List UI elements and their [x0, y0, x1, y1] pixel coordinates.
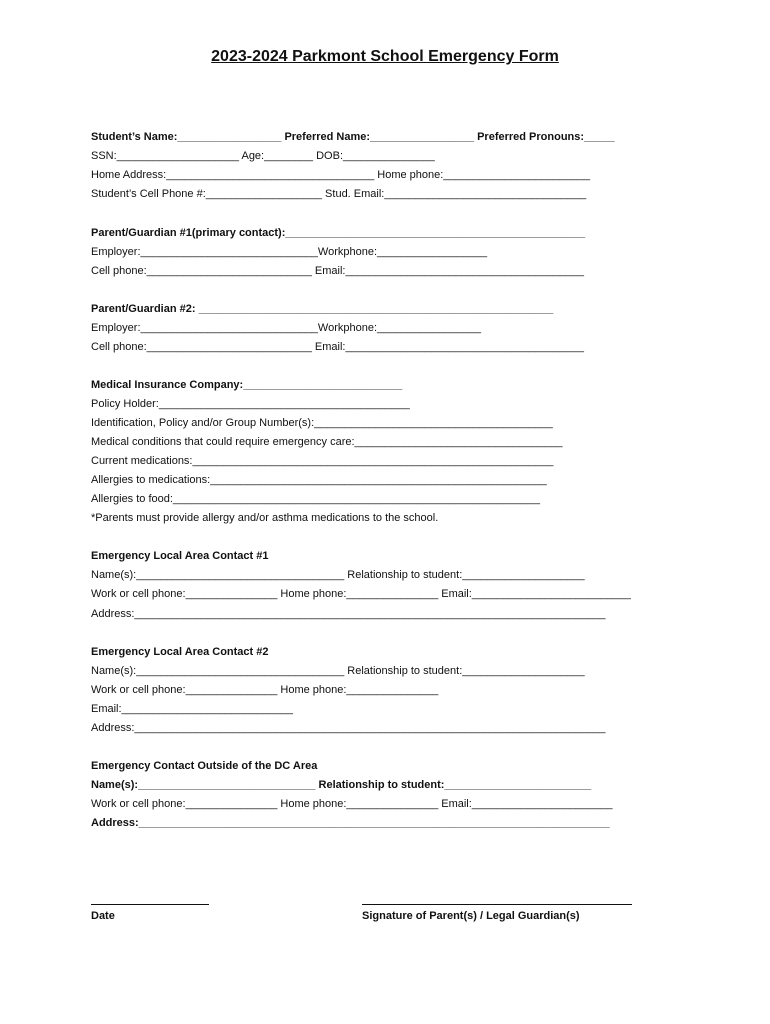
insurance-company-line[interactable]: Medical Insurance Company:__________________________ — [91, 379, 403, 391]
guardian2-cell-line[interactable]: Cell phone:___________________________ Email:_______________________________________ — [91, 341, 585, 353]
policy-holder-line[interactable]: Policy Holder:_________________________________________ — [91, 398, 410, 410]
home-address-line[interactable]: Home Address:__________________________________ Home phone:________________________ — [91, 169, 591, 181]
contact1-phone-line[interactable]: Work or cell phone:_______________ Home phone:_______________ Email:__________________________ — [91, 588, 631, 600]
guardian1-heading-line[interactable]: Parent/Guardian #1(primary contact):_________________________________________________ — [91, 227, 586, 239]
contact2-name-line[interactable]: Name(s):__________________________________ Relationship to student:____________________ — [91, 665, 585, 677]
current-medications-line[interactable]: Current medications:___________________________________________________________ — [91, 455, 554, 467]
student-cell-line[interactable]: Student’s Cell Phone #:___________________ Stud. Email:_________________________________ — [91, 188, 587, 200]
allergies-medications-line[interactable]: Allergies to medications:_______________________________________________________ — [91, 474, 547, 486]
policy-number-line[interactable]: Identification, Policy and/or Group Number(s):_______________________________________ — [91, 417, 553, 429]
contact2-address-line[interactable]: Address:_____________________________________________________________________________ — [91, 722, 606, 734]
guardian1-employer-line[interactable]: Employer:_____________________________Workphone:__________________ — [91, 246, 488, 258]
contact2-phone-line[interactable]: Work or cell phone:_______________ Home phone:_______________ — [91, 684, 439, 696]
outside-contact-address-line[interactable]: Address:_____________________________________________________________________________ — [91, 817, 610, 829]
date-signature-line[interactable] — [91, 904, 209, 905]
outside-contact-heading: Emergency Contact Outside of the DC Area — [91, 760, 318, 772]
outside-contact-phone-line[interactable]: Work or cell phone:_______________ Home phone:_______________ Email:_______________________ — [91, 798, 613, 810]
ssn-line[interactable]: SSN:____________________ Age:________ DOB:_______________ — [91, 150, 435, 162]
contact2-email-line[interactable]: Email:____________________________ — [91, 703, 293, 715]
allergy-note: *Parents must provide allergy and/or asthma medications to the school. — [91, 512, 439, 524]
guardian2-heading-line[interactable]: Parent/Guardian #2: __________________________________________________________ — [91, 303, 554, 315]
guardian1-cell-line[interactable]: Cell phone:___________________________ Email:_______________________________________ — [91, 265, 585, 277]
guardian-signature-label: Signature of Parent(s) / Legal Guardian(s) — [362, 910, 580, 922]
contact1-address-line[interactable]: Address:_____________________________________________________________________________ — [91, 608, 606, 620]
contact1-heading: Emergency Local Area Contact #1 — [91, 550, 269, 562]
outside-contact-name-line[interactable]: Name(s):_____________________________ Relationship to student:________________________ — [91, 779, 592, 791]
guardian2-employer-line[interactable]: Employer:_____________________________Workphone:_________________ — [91, 322, 482, 334]
form-title: 2023-2024 Parkmont School Emergency Form — [211, 48, 559, 65]
guardian-signature-line[interactable] — [362, 904, 632, 905]
allergies-food-line[interactable]: Allergies to food:____________________________________________________________ — [91, 493, 540, 505]
contact2-heading: Emergency Local Area Contact #2 — [91, 646, 269, 658]
student-name-line[interactable]: Student’s Name:_________________ Preferred Name:_________________ Preferred Pronouns:_____ — [91, 131, 615, 143]
medical-conditions-line[interactable]: Medical conditions that could require emergency care:__________________________________ — [91, 436, 563, 448]
date-label: Date — [91, 910, 115, 922]
contact1-name-line[interactable]: Name(s):__________________________________ Relationship to student:____________________ — [91, 569, 585, 581]
